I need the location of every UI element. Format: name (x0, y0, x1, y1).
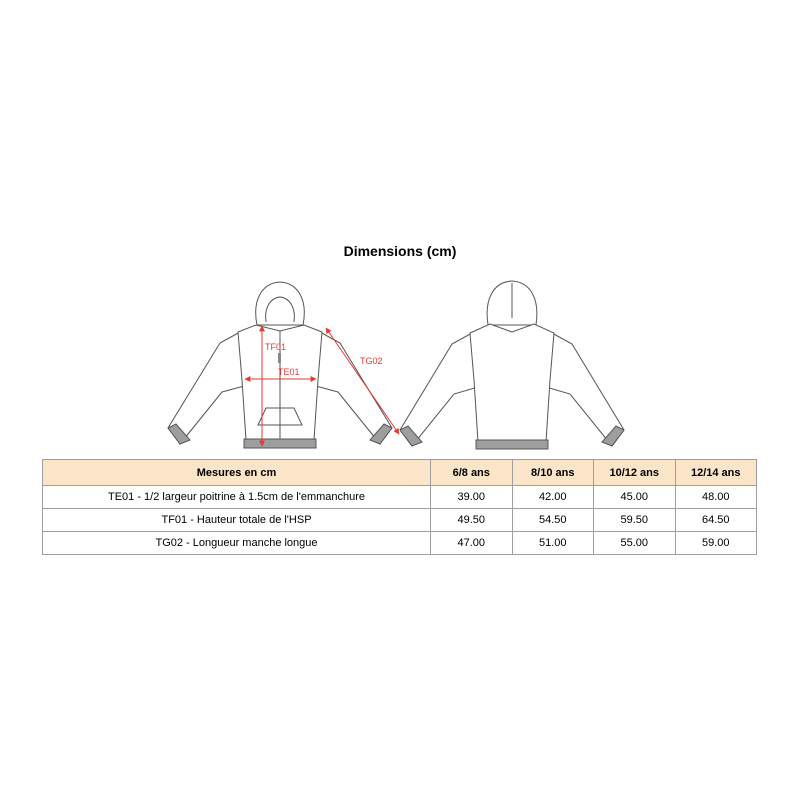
page-title: Dimensions (cm) (343, 243, 457, 259)
row-label: TE01 - 1/2 largeur poitrine à 1.5cm de l'emmanchure (43, 486, 431, 509)
table-row (43, 509, 757, 532)
header-size-6-8: 6/8 ans (431, 460, 513, 486)
row-label: TG02 - Longueur manche longue (43, 532, 431, 555)
cell-value: 48.00 (675, 486, 757, 509)
cell-value: 64.50 (675, 509, 757, 532)
cell-value: 42.00 (512, 486, 594, 509)
table-row (43, 486, 757, 509)
hoodie-front (168, 282, 392, 444)
table-header-row (43, 460, 757, 486)
cell-value: 45.00 (594, 486, 676, 509)
cell-value: 47.00 (431, 532, 513, 555)
header-size-12-14: 12/14 ans (675, 460, 757, 486)
size-table (42, 459, 757, 555)
tg02-label: TG02 (360, 356, 383, 366)
row-label: TF01 - Hauteur totale de l'HSP (43, 509, 431, 532)
cell-value: 59.50 (594, 509, 676, 532)
header-size-8-10: 8/10 ans (512, 460, 594, 486)
tf01-label: TF01 (265, 342, 287, 352)
hoodie-illustration (0, 270, 800, 455)
header-measure: Mesures en cm (43, 460, 431, 486)
cell-value: 55.00 (594, 532, 676, 555)
table-row (43, 532, 757, 555)
cell-value: 49.50 (431, 509, 513, 532)
cell-value: 54.50 (512, 509, 594, 532)
te01-label: TE01 (278, 367, 300, 377)
cell-value: 51.00 (512, 532, 594, 555)
cell-value: 59.00 (675, 532, 757, 555)
cell-value: 39.00 (431, 486, 513, 509)
hoodie-back (400, 281, 624, 446)
header-size-10-12: 10/12 ans (594, 460, 676, 486)
